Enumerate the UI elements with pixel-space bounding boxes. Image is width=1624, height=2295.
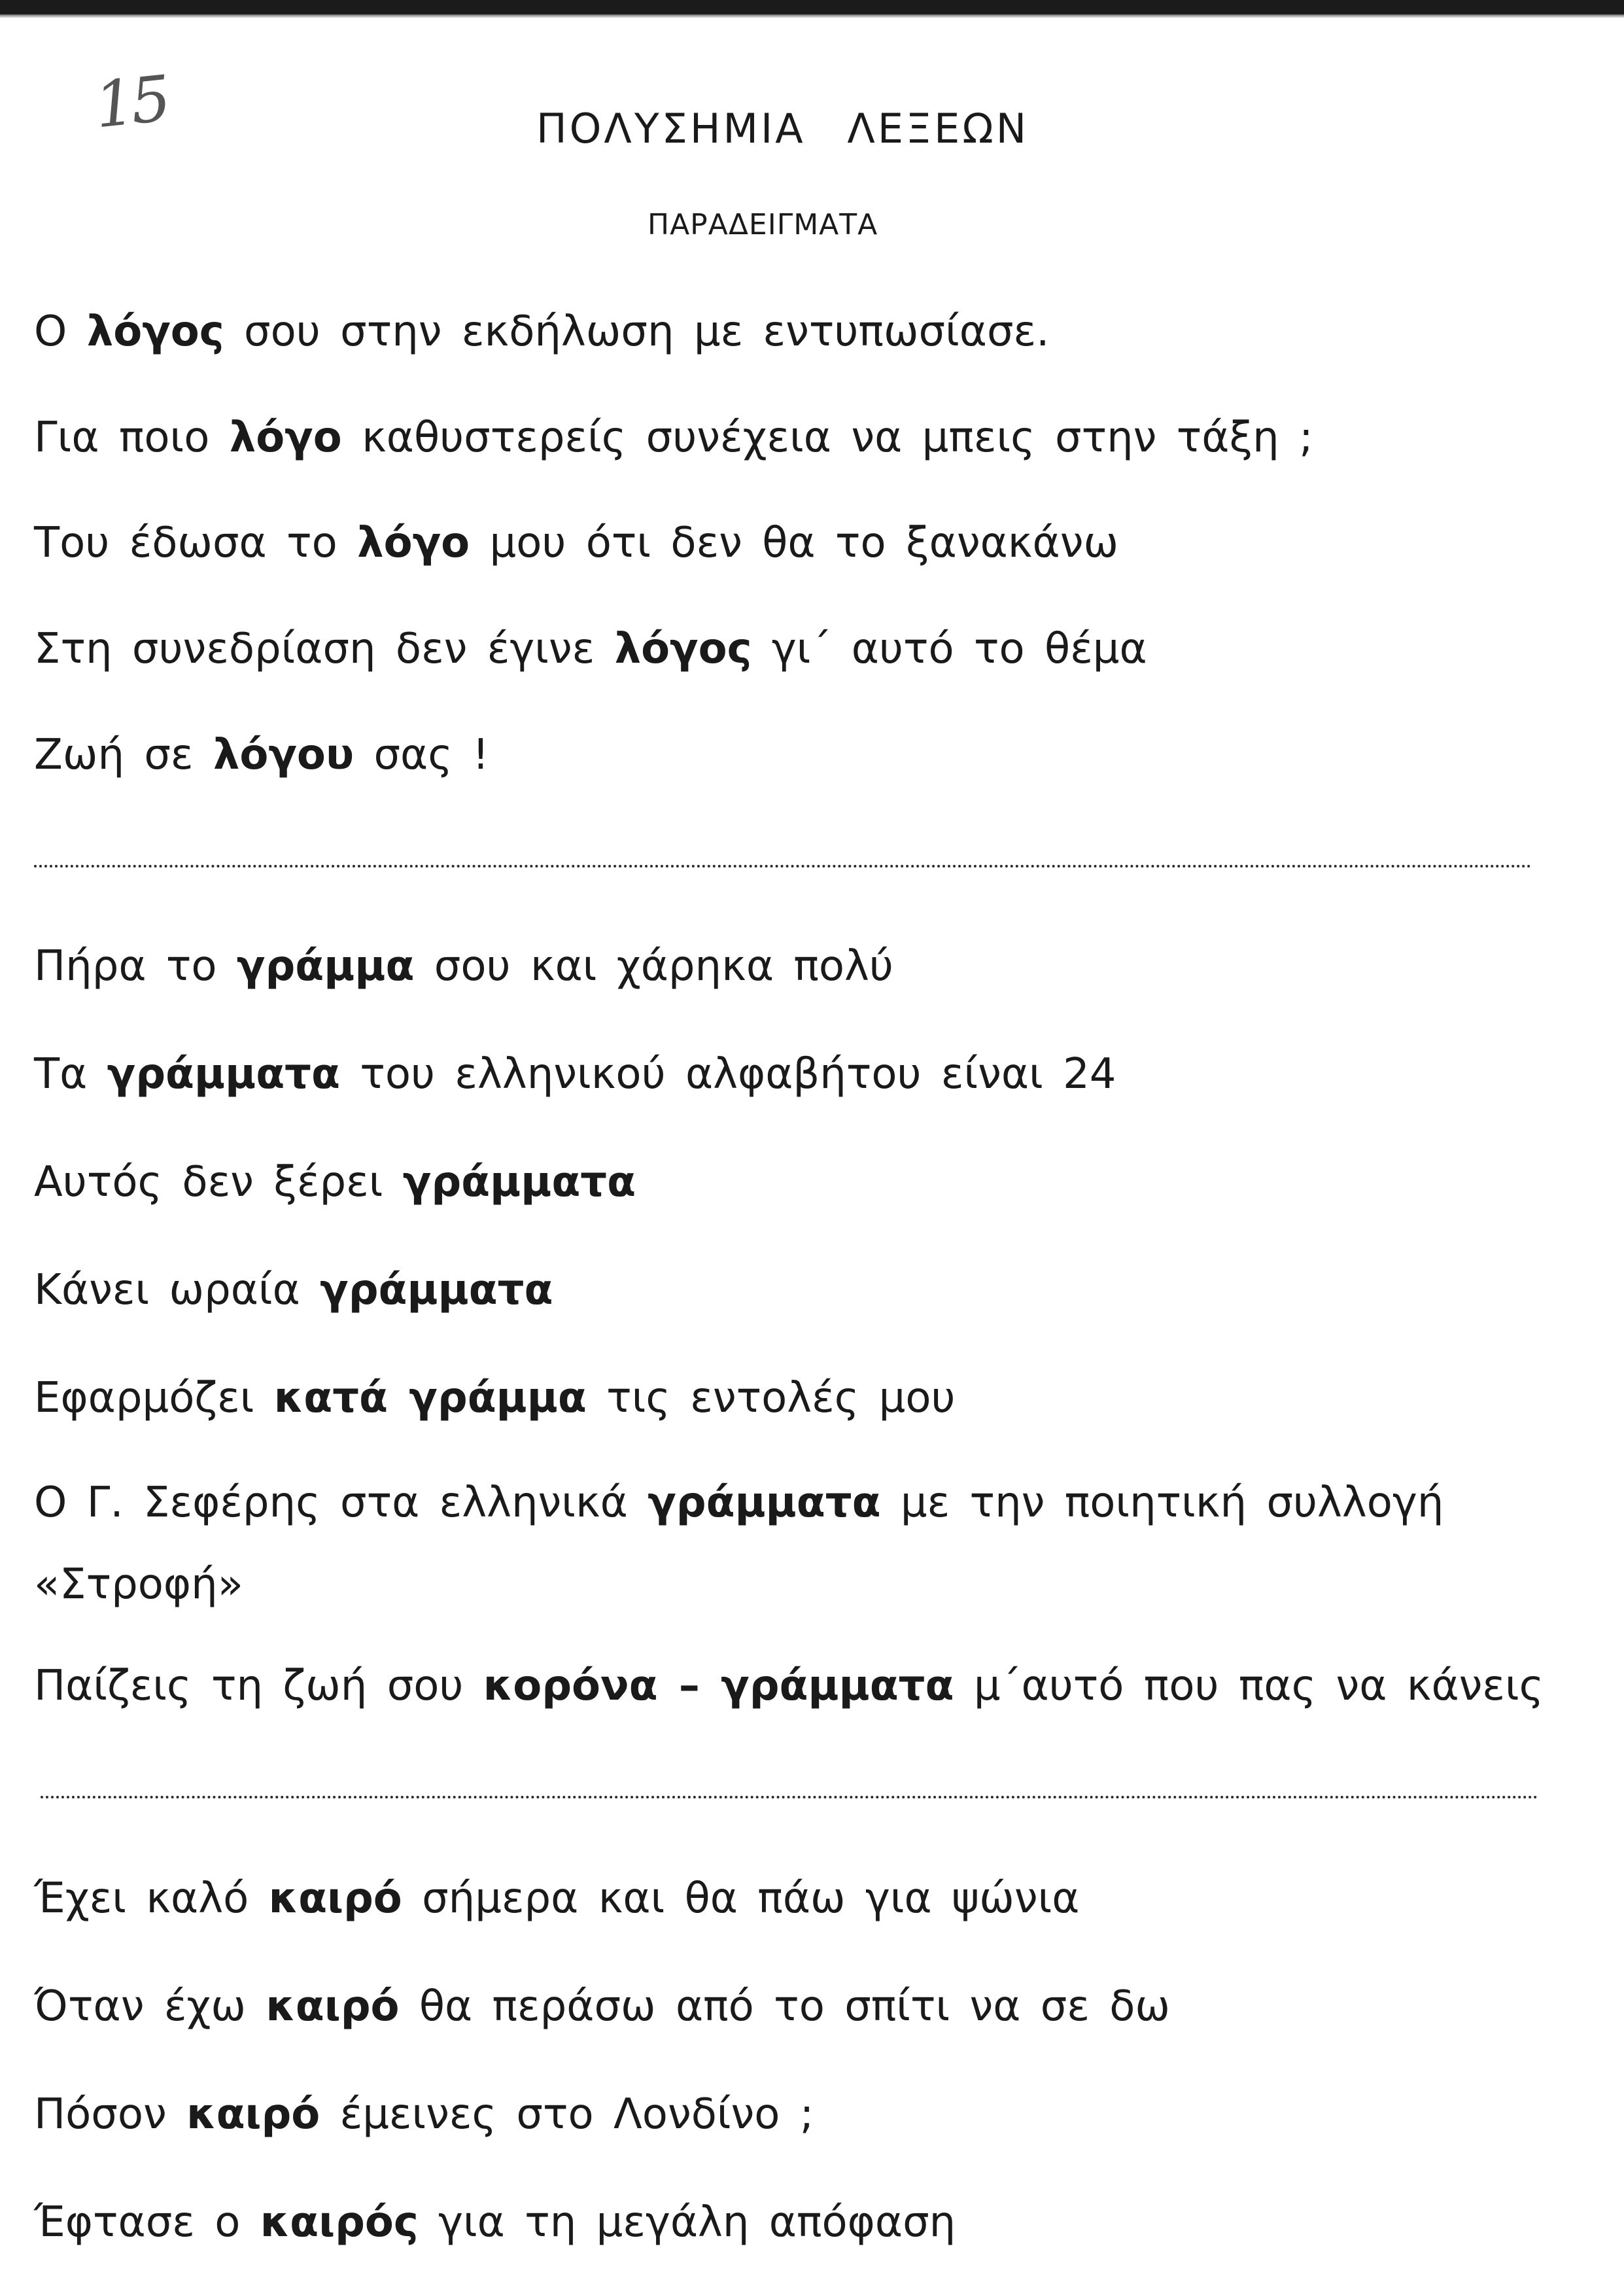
scan-edge-shadow bbox=[0, 14, 1624, 18]
example-line-6: Πήρα το γράμμα σου και χάρηκα πολύ bbox=[34, 942, 893, 990]
example-line-4: Στη συνεδρίαση δεν έγινε λόγος γι΄ αυτό το θέμα bbox=[34, 625, 1147, 673]
example-line-7: Τα γράμματα του ελληνικού αλφαβήτου είναι 24 bbox=[34, 1050, 1116, 1098]
handwritten-page-number: 15 bbox=[91, 61, 171, 143]
example-line-1: Ο λόγος σου στην εκδήλωση με εντυπωσίασε. bbox=[34, 307, 1050, 356]
scan-edge-bar bbox=[0, 0, 1624, 14]
dotted-separator-1 bbox=[34, 865, 1532, 867]
example-line-9: Κάνει ωραία γράμματα bbox=[34, 1266, 553, 1314]
example-line-15: Πόσον καιρό έμεινες στο Λονδίνο ; bbox=[34, 2090, 814, 2139]
page-title: ΠΟΛΥΣΗΜΙΑ ΛΕΞΕΩΝ bbox=[536, 105, 1029, 152]
example-line-11-continued: «Στροφή» bbox=[34, 1560, 243, 1609]
dotted-separator-2 bbox=[41, 1796, 1538, 1798]
example-line-5: Ζωή σε λόγου σας ! bbox=[34, 731, 489, 779]
page-subtitle: ΠΑΡΑΔΕΙΓΜΑΤΑ bbox=[648, 208, 878, 241]
example-line-10: Εφαρμόζει κατά γράμμα τις εντολές μου bbox=[34, 1374, 956, 1422]
example-line-14: Όταν έχω καιρό θα περάσω από το σπίτι να σε δω bbox=[34, 1982, 1170, 2031]
example-line-12: Παίζεις τη ζωή σου κορόνα – γράμματα μ΄αυτό που πας να κάνεις bbox=[34, 1662, 1544, 1710]
example-line-11: Ο Γ. Σεφέρης στα ελληνικά γράμματα με την ποιητική συλλογή bbox=[34, 1479, 1444, 1527]
example-line-16: Έφτασε ο καιρός για τη μεγάλη απόφαση bbox=[34, 2198, 956, 2247]
example-line-3: Του έδωσα το λόγο μου ότι δεν θα το ξανακάνω bbox=[34, 519, 1119, 567]
example-line-8: Αυτός δεν ξέρει γράμματα bbox=[34, 1158, 636, 1206]
example-line-2: Για ποιο λόγο καθυστερείς συνέχεια να μπεις στην τάξη ; bbox=[34, 413, 1313, 462]
example-line-13: Έχει καλό καιρό σήμερα και θα πάω για ψώνια bbox=[34, 1874, 1080, 1923]
